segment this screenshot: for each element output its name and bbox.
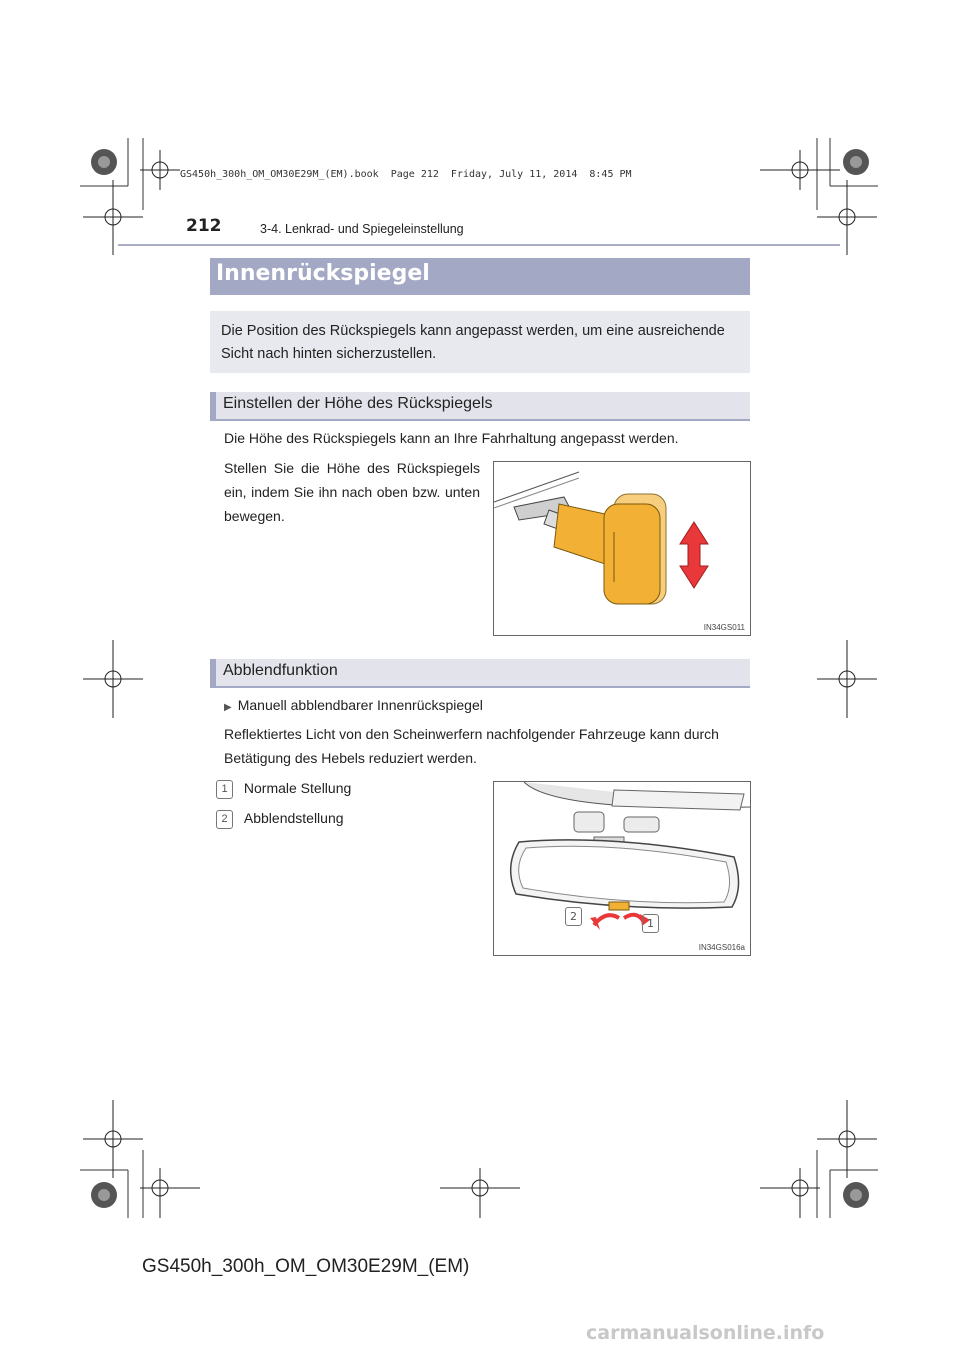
bullet-arrow-icon: ▶	[224, 702, 232, 713]
number-badge: 2	[216, 810, 233, 829]
callout-1-badge: 1	[642, 914, 659, 933]
list-item	[216, 776, 351, 800]
mirror-dimming-figure	[493, 781, 751, 956]
dimming-bullet	[224, 693, 483, 720]
page-number: 212	[186, 216, 222, 236]
mirror-height-figure	[493, 461, 751, 636]
mirror-dimming-illustration	[494, 782, 750, 955]
header-divider	[118, 244, 840, 246]
height-text-1: Die Höhe des Rückspiegels kann an Ihre Fahrhaltung angepasst werden.	[224, 430, 679, 446]
height-section-heading-bar	[210, 392, 750, 421]
height-section-heading: Einstellen der Höhe des Rückspiegels	[223, 395, 493, 412]
footer-text: GS450h_300h_OM_OM30E29M_(EM)	[142, 1256, 470, 1277]
watermark: carmanualsonline.info	[586, 1322, 825, 1344]
number-badge: 1	[216, 780, 233, 799]
section-label: 3-4. Lenkrad- und Spiegeleinstellung	[260, 222, 464, 236]
print-info: GS450h_300h_OM_OM30E29M_(EM).book Page 212 Friday, July 11, 2014 8:45 PM	[180, 169, 632, 180]
dimming-section-heading-bar	[210, 659, 750, 688]
mirror-height-illustration	[494, 462, 750, 635]
list-item-label: Normale Stellung	[243, 780, 352, 796]
height-text-2: Stellen Sie die Höhe des Rückspiegels ein, indem Sie ihn nach oben bzw. unten bewegen.	[224, 460, 480, 524]
page-title: Innenrückspiegel	[216, 261, 430, 286]
page-title-bar	[210, 258, 750, 295]
dimming-section-heading: Abblendfunktion	[223, 662, 338, 679]
figure-code: IN34GS016a	[698, 943, 745, 952]
intro-box	[210, 311, 750, 373]
dimming-bullet-text: Manuell abblendbarer Innenrückspiegel	[237, 697, 483, 713]
dimming-text: Reflektiertes Licht von den Scheinwerfern nachfolgender Fahrzeuge kann durch Betätigung des Hebels reduziert werden.	[224, 726, 719, 766]
figure-code: IN34GS011	[703, 623, 745, 632]
list-item-label: Abblendstellung	[243, 810, 344, 826]
intro-text: Die Position des Rückspiegels kann angepasst werden, um eine ausreichende Sicht nach hinten sicherzustellen.	[221, 323, 725, 362]
callout-2-badge: 2	[565, 907, 582, 926]
list-item	[216, 806, 344, 830]
